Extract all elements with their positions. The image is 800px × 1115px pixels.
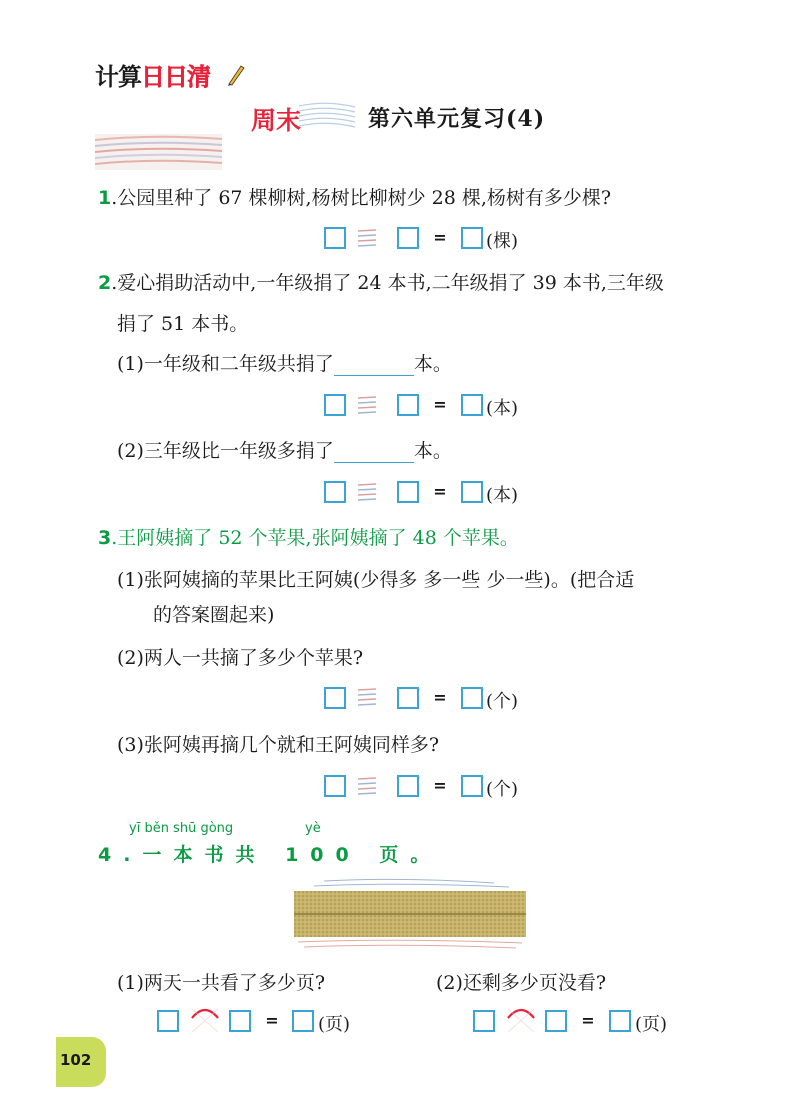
- operator-image: [356, 685, 378, 709]
- unit-label: (本): [486, 485, 519, 506]
- fill-blank[interactable]: [334, 442, 414, 463]
- question-text: .一本书共 100 页。: [123, 844, 442, 866]
- unit-label: (棵): [486, 231, 519, 252]
- equals-sign: =: [433, 482, 447, 501]
- question-4-part-1: (1)两天一共看了多少页?: [117, 972, 326, 994]
- pinyin-annotation: yī běn shū gòng: [129, 821, 234, 836]
- answer-box[interactable]: [461, 481, 483, 503]
- answer-box[interactable]: [397, 227, 419, 249]
- question-2-part-1: (1)一年级和二年级共捐了 本。: [117, 353, 452, 375]
- unit-label: (个): [486, 691, 519, 712]
- answer-box[interactable]: [461, 775, 483, 797]
- answer-box[interactable]: [397, 481, 419, 503]
- answer-box[interactable]: [324, 687, 346, 709]
- question-3-part-1: (1)张阿姨摘的苹果比王阿姨(少得多 多一些 少一些)。(把合适: [117, 569, 635, 591]
- answer-box[interactable]: [324, 394, 346, 416]
- operator-image: [189, 1004, 221, 1034]
- fill-blank[interactable]: [334, 355, 414, 376]
- question-3-part-3: (3)张阿姨再摘几个就和王阿姨同样多?: [117, 734, 440, 756]
- answer-box[interactable]: [461, 394, 483, 416]
- answer-box[interactable]: [157, 1010, 179, 1032]
- question-2-part-2: (2)三年级比一年级多捐了 本。: [117, 440, 452, 462]
- decorative-image: [95, 134, 222, 170]
- weekend-label: 周末: [251, 106, 302, 135]
- question-number: 2: [98, 272, 112, 294]
- question-text: .公园里种了 67 棵柳树,杨树比柳树少 28 棵,杨树有多少棵?: [111, 187, 612, 209]
- question-number: 3: [98, 527, 112, 549]
- question-3-part-2: (2)两人一共摘了多少个苹果?: [117, 647, 364, 669]
- answer-box[interactable]: [324, 775, 346, 797]
- answer-box[interactable]: [461, 687, 483, 709]
- book-logo: [95, 58, 210, 92]
- equals-sign: =: [433, 395, 447, 414]
- unit-label: (页): [318, 1014, 351, 1035]
- question-text: .王阿姨摘了 52 个苹果,张阿姨摘了 48 个苹果。: [111, 527, 519, 549]
- operator-image: [356, 393, 378, 417]
- answer-box[interactable]: [397, 775, 419, 797]
- answer-box[interactable]: [324, 481, 346, 503]
- answer-box[interactable]: [292, 1010, 314, 1032]
- unit-label: (本): [486, 398, 519, 419]
- answer-box[interactable]: [461, 227, 483, 249]
- equals-sign: =: [433, 776, 447, 795]
- pen-icon: [227, 62, 245, 86]
- operator-image: [356, 774, 378, 798]
- question-number: 4: [98, 844, 124, 866]
- equals-sign: =: [433, 228, 447, 247]
- equals-sign: =: [265, 1011, 279, 1030]
- unit-title: 第六单元复习(4): [368, 106, 546, 132]
- title-decoration-image: [297, 98, 357, 130]
- answer-box[interactable]: [545, 1010, 567, 1032]
- question-4-part-2: (2)还剩多少页没看?: [436, 972, 607, 994]
- pinyin-annotation: yè: [305, 821, 321, 836]
- answer-box[interactable]: [397, 687, 419, 709]
- book-illustration-image: [294, 875, 526, 950]
- question-4: [98, 840, 441, 867]
- answer-box[interactable]: [229, 1010, 251, 1032]
- question-number: 1: [98, 187, 112, 209]
- answer-box[interactable]: [609, 1010, 631, 1032]
- page-number: 102: [60, 1051, 92, 1069]
- question-text-continued: 捐了 51 本书。: [117, 313, 249, 335]
- answer-box[interactable]: [397, 394, 419, 416]
- logo-highlight: 日日清: [141, 63, 210, 91]
- equals-sign: =: [433, 688, 447, 707]
- unit-label: (个): [486, 779, 519, 800]
- operator-image: [505, 1004, 537, 1034]
- question-3-part-1-continued: 的答案圈起来): [153, 604, 275, 626]
- question-3: [98, 526, 519, 550]
- unit-label: (页): [635, 1014, 668, 1035]
- operator-image: [356, 226, 378, 250]
- equals-sign: =: [581, 1011, 595, 1030]
- answer-box[interactable]: [473, 1010, 495, 1032]
- answer-box[interactable]: [324, 227, 346, 249]
- question-1: [98, 186, 611, 210]
- operator-image: [356, 480, 378, 504]
- question-text: .爱心捐助活动中,一年级捐了 24 本书,二年级捐了 39 本书,三年级: [111, 272, 664, 294]
- logo-prefix: 计算: [95, 63, 141, 91]
- question-2: [98, 271, 664, 295]
